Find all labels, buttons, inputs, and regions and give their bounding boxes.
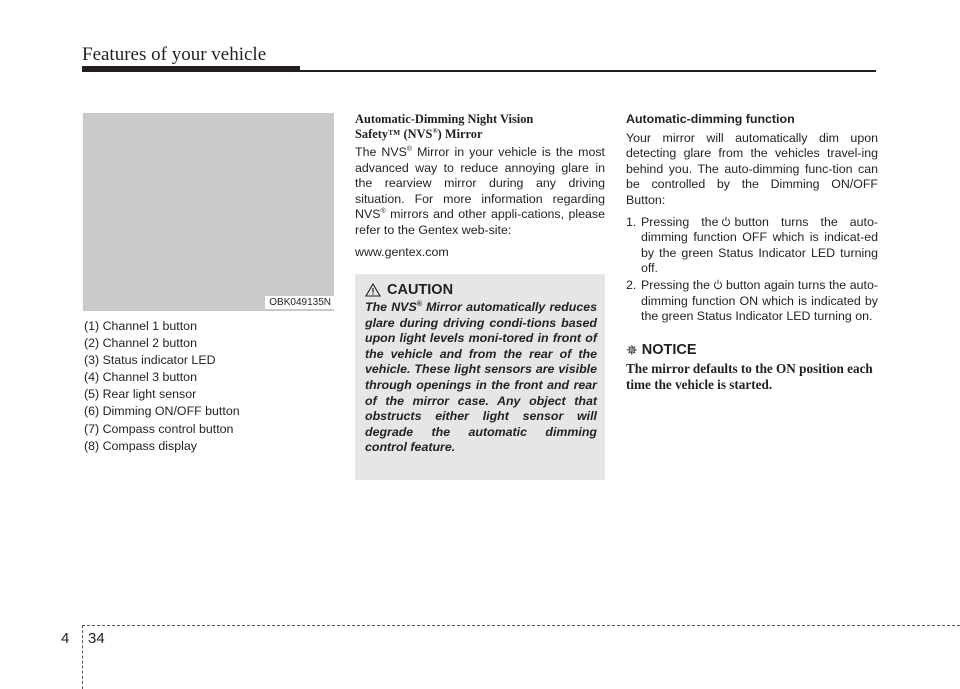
figure-code: OBK049135N (265, 296, 334, 309)
caution-text-a: The NVS (365, 300, 417, 314)
registered-mark: ® (432, 126, 438, 135)
list-item (626, 278, 878, 325)
power-button-icon (713, 279, 723, 290)
nvs-heading-line2a: Safety™ (NVS (355, 126, 433, 141)
step-number: 2. (626, 277, 637, 292)
list-item (626, 215, 878, 277)
auto-dimming-column (626, 112, 878, 393)
step-text-a: Pressing the (641, 277, 710, 292)
notice-star-icon: ✵ (626, 341, 638, 358)
footer-rule (82, 625, 960, 626)
gentex-url: www.gentex.com (355, 244, 449, 259)
auto-dimming-intro: Your mirror will automatically dim upon detecting glare from the vehicles travel-ing behind you. The auto-dimming func-tion can be controlled by the Dimming ON/OFF Button: (626, 130, 878, 207)
list-item: (1) Channel 1 button (84, 319, 197, 333)
caution-title (365, 282, 597, 298)
nvs-para-b: Mirror in your vehicle is the most advanced way to reduce annoying glare in the rearview mirror during any driving situation. For more information regarding NVS (355, 145, 605, 222)
caution-box (355, 274, 605, 480)
list-item: (8) Compass display (84, 438, 197, 453)
registered-mark: ® (380, 208, 386, 216)
page-header-title: Features of your vehicle (82, 44, 267, 65)
notice-title-text: NOTICE (641, 341, 697, 358)
header-bar-thin (300, 70, 876, 72)
nvs-para-a: The NVS (355, 145, 407, 159)
nvs-heading-line1: Automatic-Dimming Night Vision (355, 112, 534, 126)
nvs-heading (355, 112, 605, 141)
notice-title (626, 343, 878, 359)
caution-title-text: CAUTION (387, 282, 454, 298)
power-button-icon (721, 216, 731, 227)
step-text-b: button again turns the auto-dimming function ON which is indicated by the green Status Indicator LED turning on. (641, 277, 878, 324)
list-item: (2) Channel 2 button (84, 336, 197, 351)
auto-dimming-steps (626, 215, 878, 325)
header-bar-thick (82, 66, 300, 72)
list-item: (5) Rear light sensor (84, 387, 197, 402)
auto-dimming-heading: Automatic-dimming function (626, 112, 795, 126)
caution-text-b: Mirror automatically reduces glare during driving condi-tions based upon light levels moni-tored in front of the vehicle and from the rear of the vehicle. These light sensors are visible through openings in the front and rear of the mirror case. Any object that obstructs either light sensor will degrade the automatic dimming control feature. (365, 300, 598, 455)
nvs-para-c: mirrors and other appli-cations, please refer to the Gentex web-site: (355, 207, 605, 237)
list-item: (6) Dimming ON/OFF button (84, 404, 240, 419)
list-item: (4) Channel 3 button (84, 370, 197, 385)
caution-text (365, 300, 597, 456)
registered-mark: ® (406, 146, 413, 153)
mirror-figure (83, 113, 334, 311)
nvs-heading-line2b: ) Mirror (437, 126, 483, 141)
page-number: 34 (88, 630, 105, 647)
footer-vertical-rule (82, 625, 83, 689)
warning-triangle-icon (365, 283, 381, 297)
notice-text: The mirror defaults to the ON position each time the vehicle is started. (626, 361, 873, 392)
step-text-b: button turns the auto-dimming function OFF which is indicat-ed by the green Status Indicator LED turning off. (641, 214, 879, 276)
parts-list (84, 318, 334, 455)
list-item: (7) Compass control button (84, 421, 234, 436)
page-chapter: 4 (61, 630, 70, 647)
nvs-column (355, 112, 605, 266)
step-text-a: Pressing the (641, 214, 719, 229)
nvs-paragraph (355, 145, 605, 239)
registered-mark: ® (416, 301, 422, 308)
list-item: (3) Status indicator LED (84, 353, 216, 368)
step-number: 1. (626, 214, 637, 229)
